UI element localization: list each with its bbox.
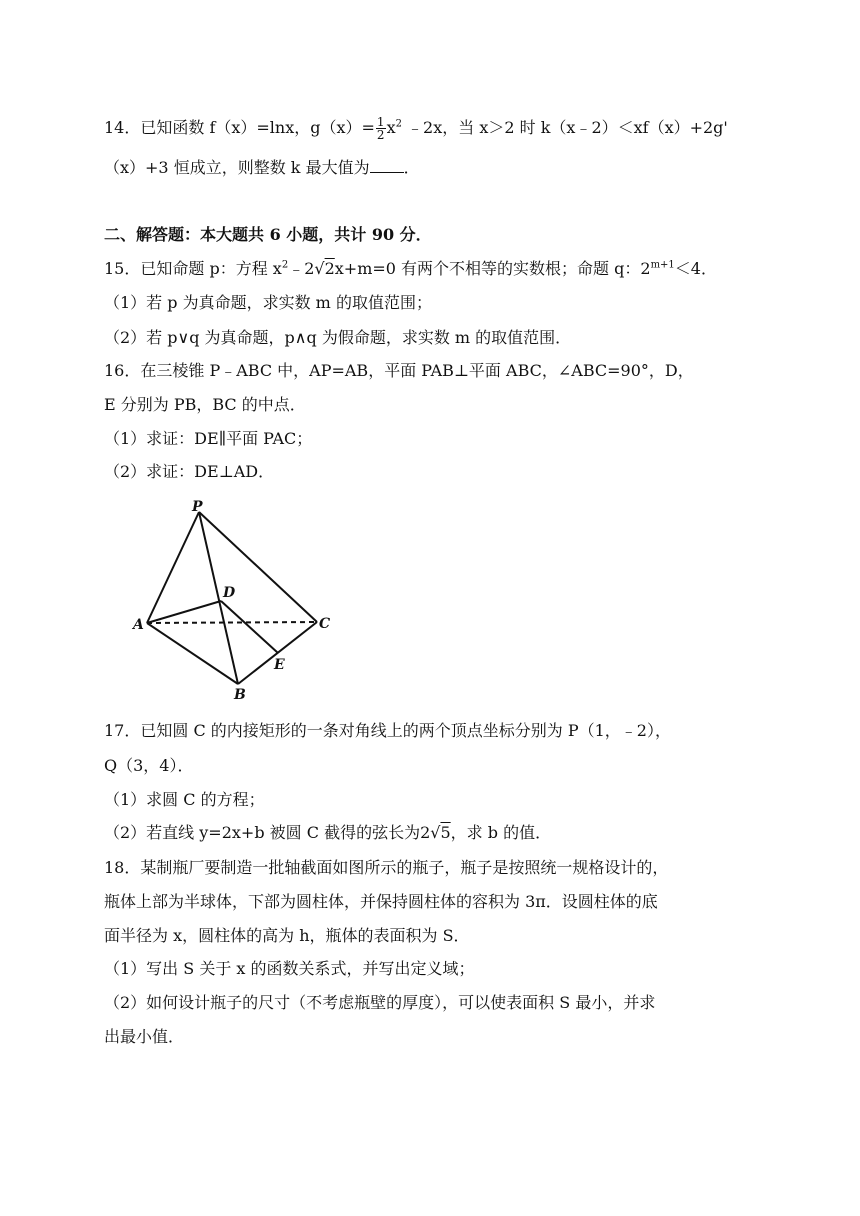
label-A: A	[133, 617, 144, 633]
q15-stem: 15．已知命题 p：方程 $x^2﹣2√2x+m=0$ 有两个不相等的实数根；命题 q：$2^{m+1}<4$．	[104, 259, 717, 278]
q18-part-1: （1）写出 S 关于 x 的函数关系式，并写出定义域；	[104, 959, 475, 978]
label-D: D	[223, 585, 236, 601]
q14-line-2: （x）+3 恒成立，则整数 k 最大值为 ．	[104, 158, 420, 177]
section-2-title: 二、解答题：本大题共 6 小题，共计 90 分．	[104, 225, 432, 244]
q14-fraction: $\frac{1}{2}$	[376, 115, 385, 142]
label-P: P	[192, 499, 203, 515]
q15-part-2: （2）若 p∨q 为真命题，p∧q 为假命题，求实数 m 的取值范围．	[104, 328, 572, 347]
label-B: B	[234, 687, 246, 702]
q16-part-2: （2）求证：DE⊥AD．	[104, 462, 275, 481]
q16-part-1: （1）求证：DE∥平面 PAC；	[104, 429, 313, 448]
q17-line-1: 17．已知圆 C 的内接矩形的一条对角线上的两个顶点坐标分别为 P（1，﹣2），	[104, 721, 671, 740]
q16-line-2: E 分别为 PB，BC 的中点．	[104, 395, 306, 414]
q18-line-1: 18．某制瓶厂要制造一批轴截面如图所示的瓶子，瓶子是按照统一规格设计的，	[104, 858, 669, 877]
q18-part-2-line-1: （2）如何设计瓶子的尺寸（不考虑瓶壁的厚度），可以使表面积 S 最小，并求	[104, 993, 656, 1012]
sqrt-symbol: √	[430, 823, 441, 842]
q16-line-1: 16．在三棱锥 P﹣ABC 中，AP=AB，平面 PAB⊥平面 ABC，∠ABC=90°，D，	[104, 361, 694, 380]
q17-part-2: （2）若直线 y=2x+b 被圆 C 截得的弦长为2√5，求 b 的值．	[104, 823, 552, 842]
segment-AD	[147, 601, 221, 623]
label-C: C	[319, 616, 331, 632]
q18-line-2: 瓶体上部为半球体，下部为圆柱体，并保持圆柱体的容积为 3π．设圆柱体的底	[104, 892, 658, 911]
q17-line-2: Q（3，4）．	[104, 756, 194, 775]
q14-text-c: ﹣2x，当 x＞2 时 k（x﹣2）＜xf（x）+2g'	[401, 118, 728, 137]
q18-part-2-line-2: 出最小值．	[104, 1027, 185, 1046]
q14-text-b: x	[386, 118, 396, 137]
edge-PC	[199, 512, 317, 622]
edge-PA	[147, 512, 199, 623]
q14-text-a: 14．已知函数 f（x）=lnx，g（x）=	[104, 118, 375, 137]
q14-line-1: 14．已知函数 f（x）=lnx，g（x）= $\frac{1}{2}$ $x^2$ ﹣2x，当 x＞2 时 k（x﹣2）＜xf（x）+2g'	[104, 115, 728, 142]
q17-part-1: （1）求圆 C 的方程；	[104, 790, 265, 809]
q15-part-1: （1）若 p 为真命题，求实数 m 的取值范围；	[104, 293, 432, 312]
tetrahedron-figure	[128, 498, 338, 702]
edge-AC-hidden	[147, 622, 317, 623]
label-E: E	[274, 657, 285, 673]
edge-AB	[147, 623, 238, 684]
q18-line-3: 面半径为 x，圆柱体的高为 h，瓶体的表面积为 S．	[104, 926, 470, 945]
answer-blank	[370, 158, 404, 173]
sqrt-symbol: √	[314, 259, 325, 278]
q14-text-d: （x）+3 恒成立，则整数 k 最大值为	[104, 158, 370, 177]
